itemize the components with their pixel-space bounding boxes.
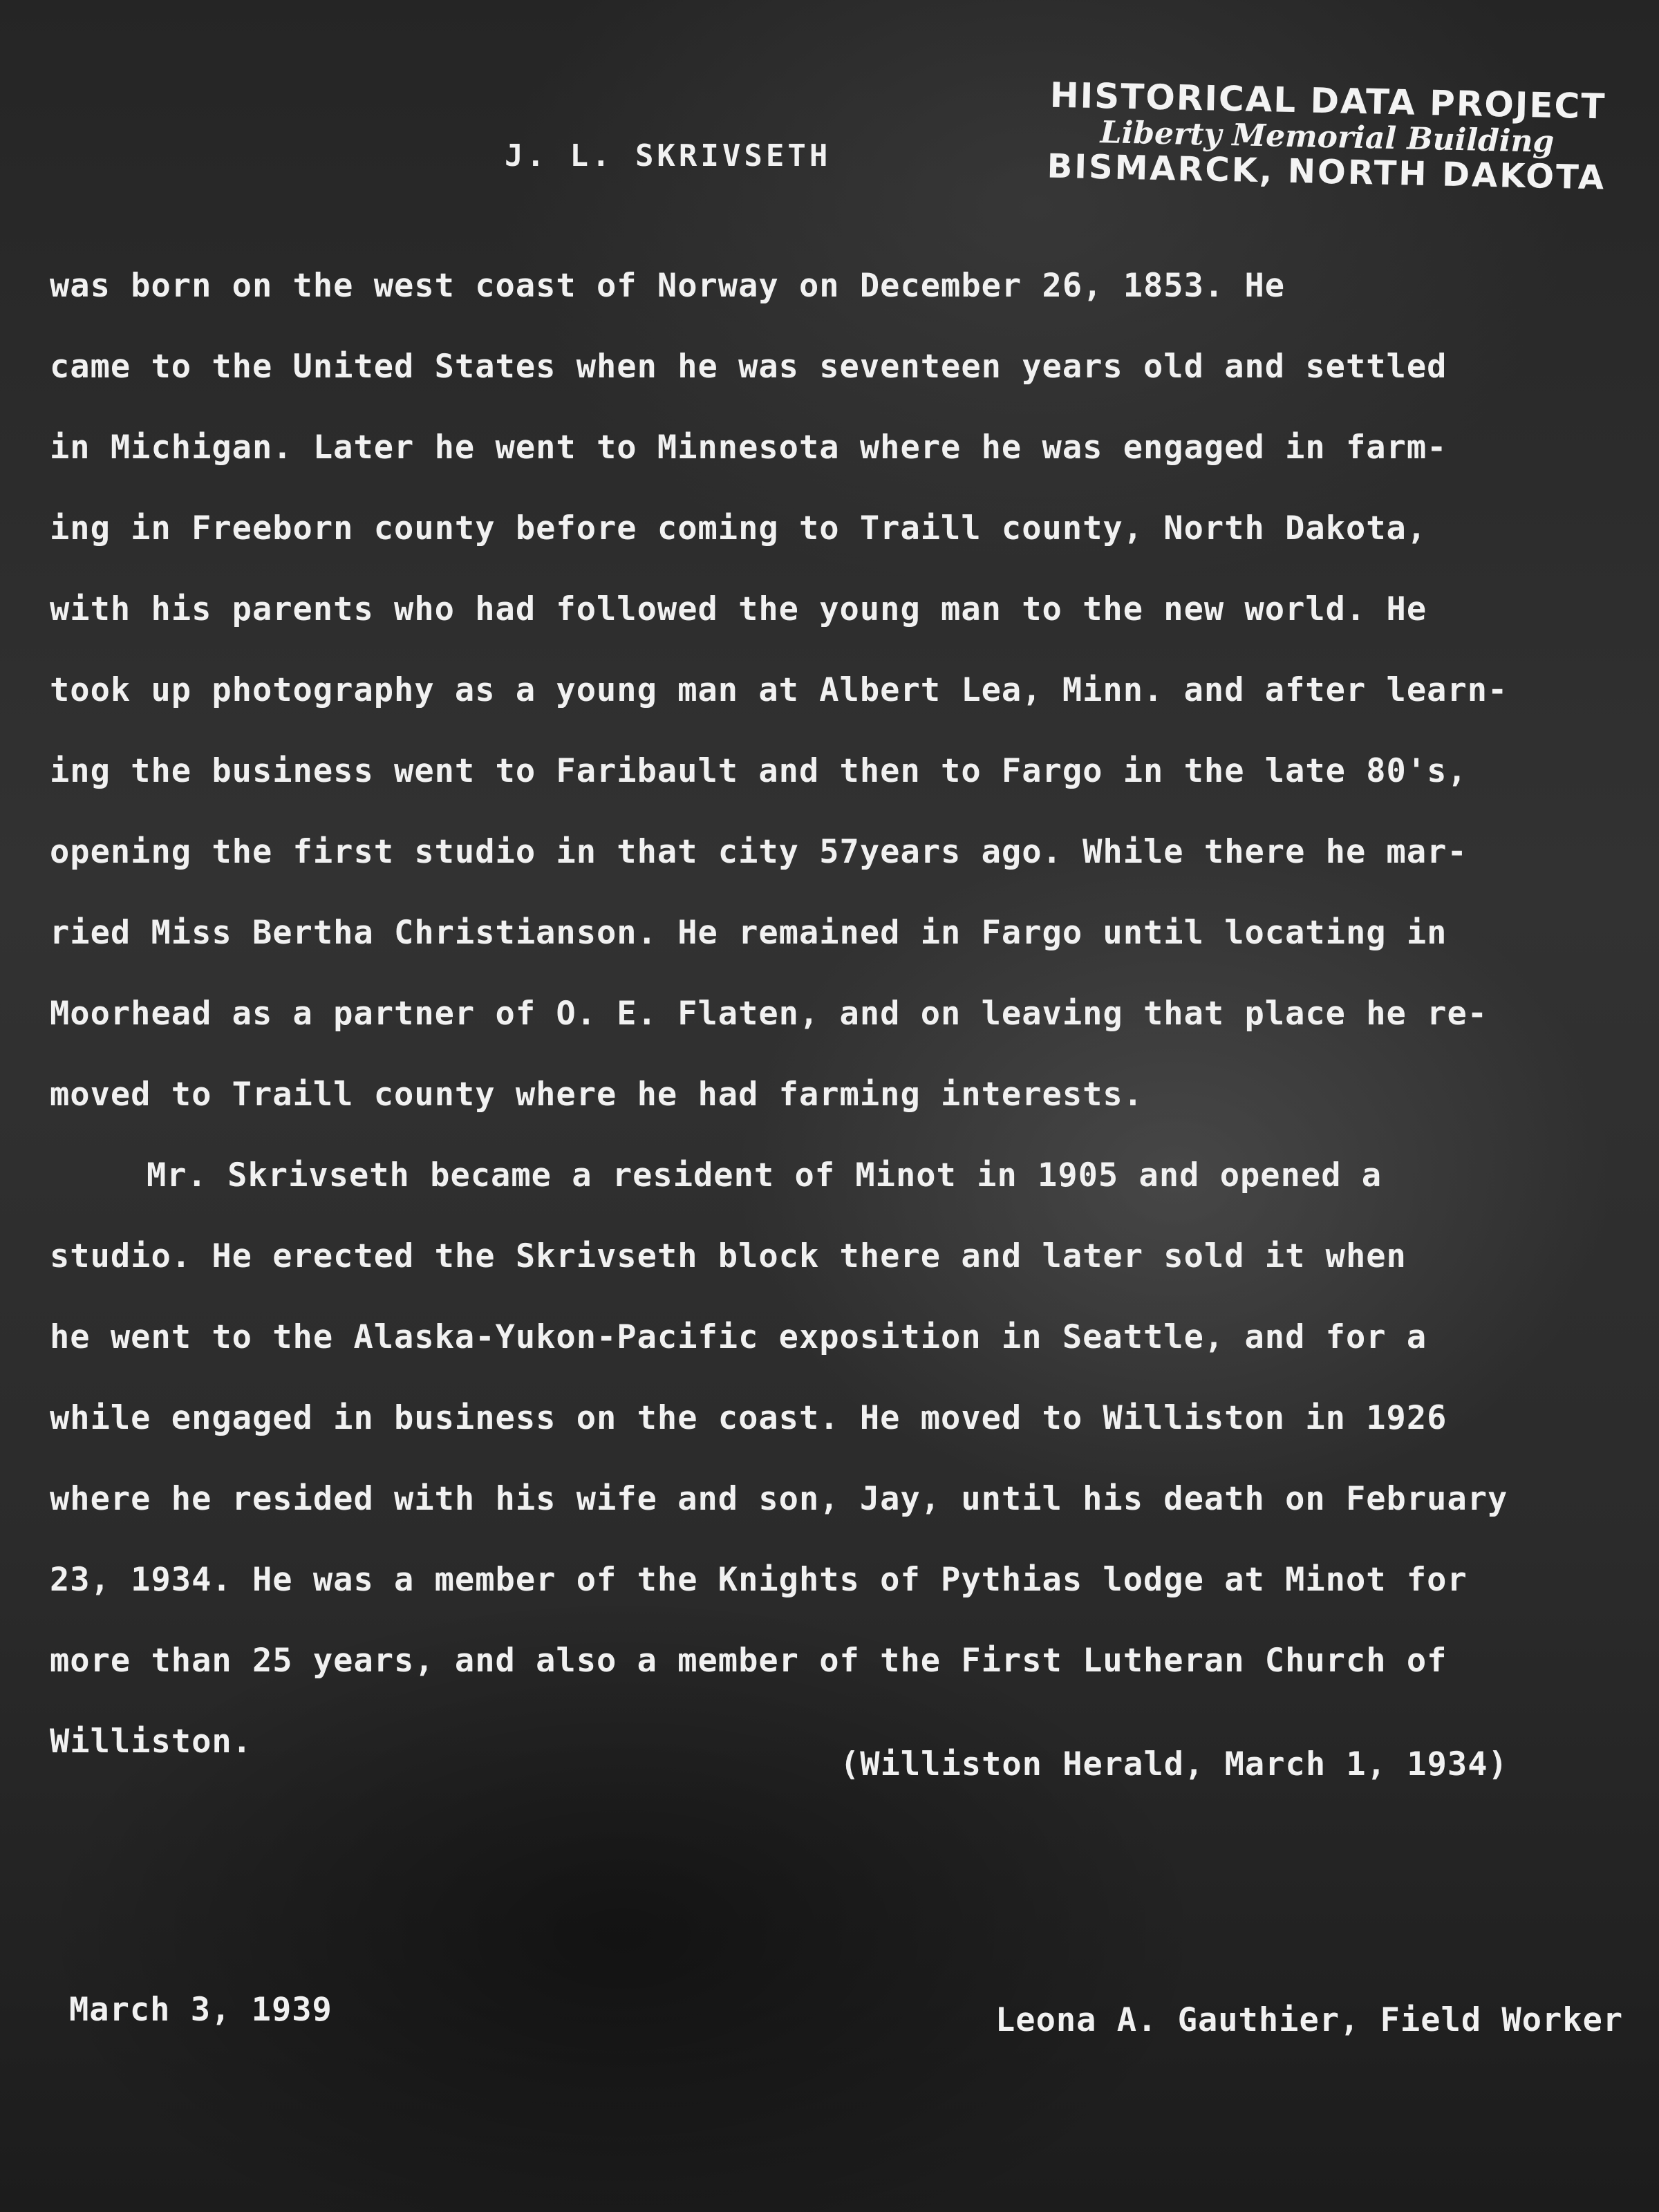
text-line: while engaged in business on the coast. He moved to Williston in 1926: [50, 1399, 1447, 1437]
text-line: took up photography as a young man at Albert Lea, Minn. and after learn-: [50, 671, 1508, 709]
letterhead-location: BISMARCK, NORTH DAKOTA: [1047, 147, 1606, 198]
paragraph-1: [50, 245, 1571, 1135]
text-line: 23, 1934. He was a member of the Knights of Pythias lodge at Minot for: [50, 1561, 1468, 1599]
text-line: opening the first studio in that city 57years ago. While there he mar-: [50, 833, 1468, 871]
text-line: ing in Freeborn county before coming to Traill county, North Dakota,: [50, 509, 1427, 547]
paragraph-2: [50, 1135, 1571, 1782]
document-body: [50, 245, 1571, 1782]
document-title: J. L. SKRIVSETH: [505, 138, 832, 174]
text-line: was born on the west coast of Norway on December 26, 1853. He: [50, 267, 1286, 305]
text-line: more than 25 years, and also a member of the First Lutheran Church of: [50, 1642, 1447, 1680]
text-line: in Michigan. Later he went to Minnesota where he was engaged in farm-: [50, 429, 1447, 467]
footer-field-worker: Leona A. Gauthier, Field Worker: [995, 2001, 1624, 2039]
source-citation: (Williston Herald, March 1, 1934): [840, 1745, 1508, 1783]
text-line: moved to Traill county where he had farming interests.: [50, 1076, 1144, 1114]
footer-date: March 3, 1939: [69, 1991, 332, 2029]
text-line: Moorhead as a partner of O. E. Flaten, and on leaving that place he re-: [50, 995, 1488, 1033]
text-line: he went to the Alaska-Yukon-Pacific exposition in Seattle, and for a: [50, 1318, 1427, 1356]
text-line: ried Miss Bertha Christianson. He remained in Fargo until locating in: [50, 914, 1447, 952]
letterhead-building: Liberty Memorial Building: [1100, 115, 1555, 160]
text-line: where he resided with his wife and son, Jay, until his death on February: [50, 1480, 1508, 1518]
text-line: studio. He erected the Skrivseth block there and later sold it when: [50, 1237, 1407, 1275]
letterhead-project-name: HISTORICAL DATA PROJECT: [1049, 75, 1606, 127]
text-line: Mr. Skrivseth became a resident of Minot in 1905 and opened a: [147, 1156, 1382, 1194]
text-line: ing the business went to Faribault and then to Fargo in the late 80's,: [50, 752, 1468, 790]
text-line: came to the United States when he was seventeen years old and settled: [50, 348, 1447, 386]
text-line: Williston.: [50, 1723, 252, 1761]
letterhead-stamp: [1029, 75, 1625, 198]
text-line: with his parents who had followed the young man to the new world. He: [50, 590, 1427, 628]
